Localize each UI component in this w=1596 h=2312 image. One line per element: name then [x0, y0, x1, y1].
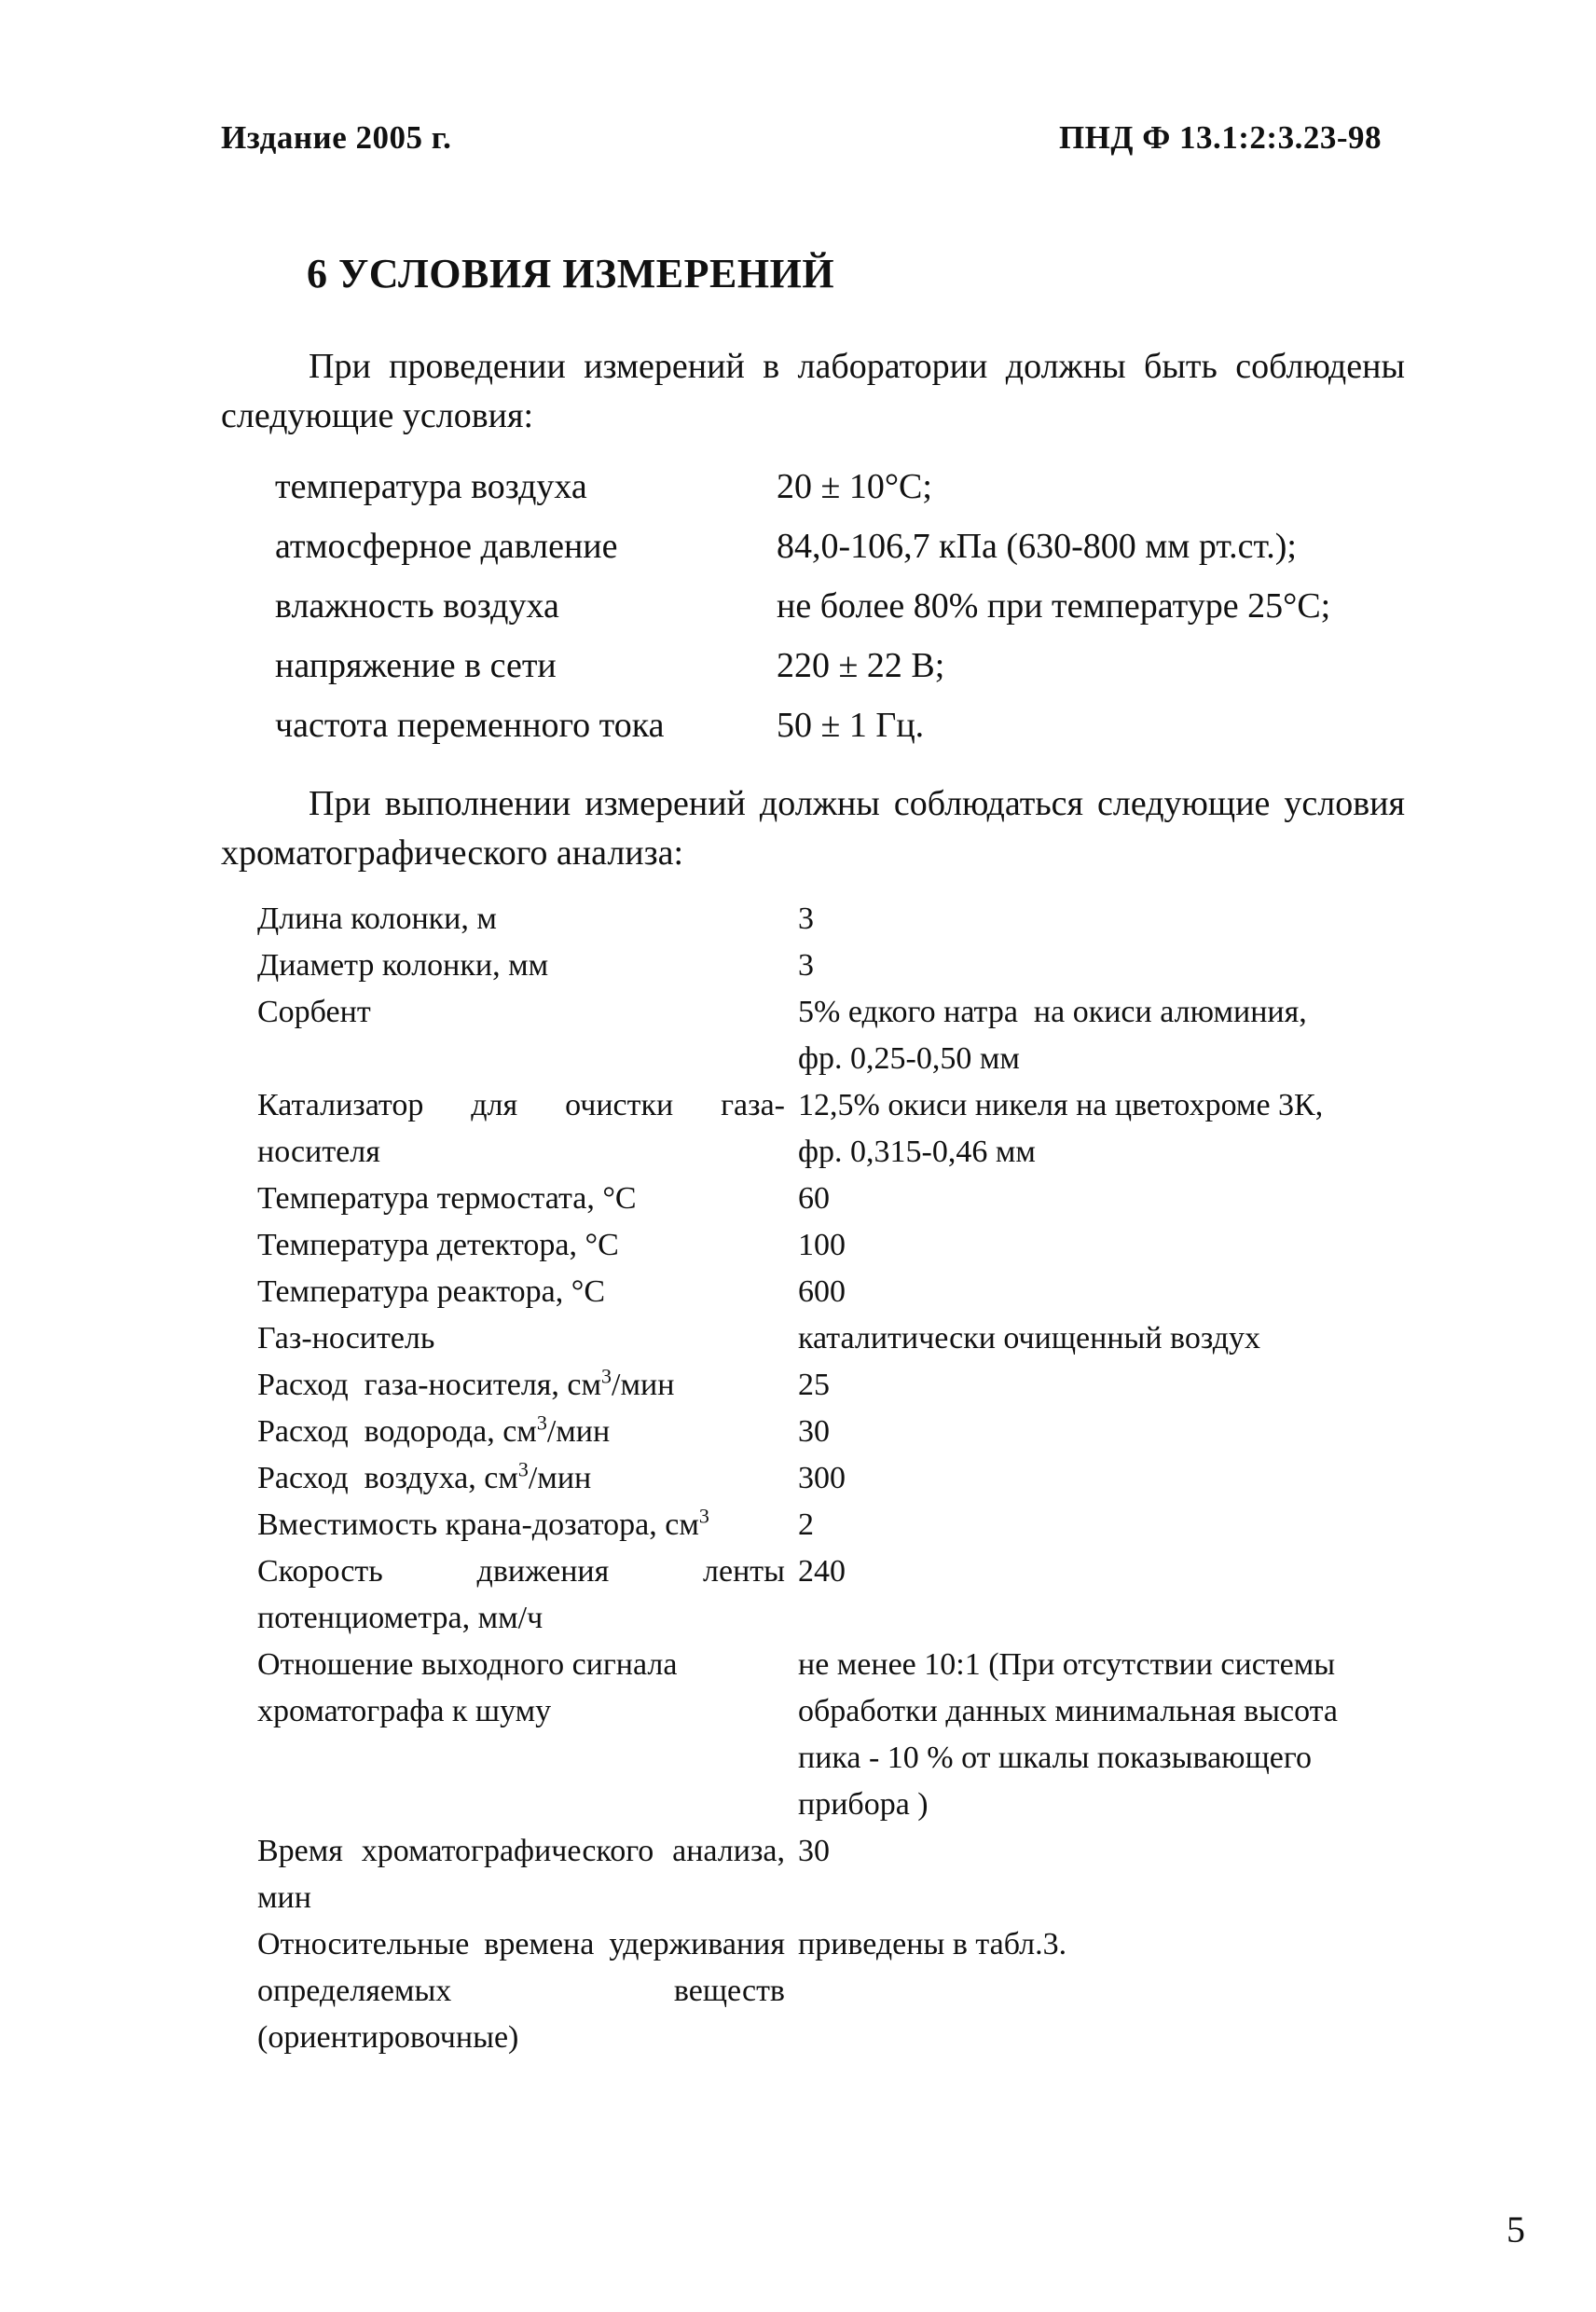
param-row	[257, 943, 1395, 989]
condition-label: влажность воздуха	[275, 586, 559, 626]
unit-text: /мин	[528, 1461, 592, 1495]
air-flow-label-text: Расход воздуха, см	[257, 1461, 518, 1495]
dosing-valve-label-text: Вместимость крана-дозатора, см	[257, 1507, 699, 1542]
param-value: 60	[798, 1181, 830, 1216]
param-row	[257, 1548, 1395, 1642]
param-label	[257, 1455, 798, 1502]
section-title: 6 УСЛОВИЯ ИЗМЕРЕНИЙ	[307, 251, 835, 296]
param-value: 2	[798, 1507, 814, 1542]
param-label: Время хроматографического анализа, мин	[257, 1834, 785, 1915]
param-row	[257, 1455, 1395, 1502]
catalyst-value-line: 12,5% окиси никеля на цветохроме 3К,	[798, 1088, 1324, 1122]
param-label: Скорость движения ленты потенциометра, мм/ч	[257, 1554, 785, 1635]
condition-value: не более 80% при температуре 25°С;	[777, 586, 1331, 626]
param-label: Температура детектора, °С	[257, 1228, 619, 1262]
condition-value: 220 ± 22 В;	[777, 646, 945, 685]
document-code-header: ПНД Ф 13.1:2:3.23-98	[1058, 119, 1382, 156]
chromatography-conditions-table	[257, 896, 1395, 2061]
param-value	[798, 989, 1395, 1082]
param-row	[257, 1642, 1395, 1828]
param-label	[257, 1409, 798, 1455]
unit-text: /мин	[612, 1368, 675, 1402]
param-value: приведены в табл.3.	[798, 1927, 1067, 1961]
param-label: Температура реактора, °С	[257, 1274, 606, 1309]
param-label	[257, 1362, 798, 1409]
condition-value: 84,0-106,7 кПа (630-800 мм рт.ст.);	[777, 527, 1297, 566]
param-label	[257, 1502, 798, 1548]
param-label: Газ-носитель	[257, 1321, 435, 1356]
param-value: 3	[798, 948, 814, 983]
catalyst-fraction-line: фр. 0,315-0,46 мм	[798, 1135, 1036, 1169]
intro-paragraph-chromatography: При выполнении измерений должны соблюдаться следующие условия хроматографического анализа:	[221, 784, 1405, 873]
param-value: не менее 10:1 (При отсутствии системы обработки данных минимальная высота пика - 10 % от шкалы показывающего прибора )	[798, 1647, 1339, 1822]
unit-text: /мин	[546, 1414, 611, 1449]
superscript-3: 3	[698, 1504, 709, 1528]
param-row	[257, 1315, 1395, 1362]
param-row	[257, 1222, 1395, 1269]
param-label: Температура термостата, °С	[257, 1181, 637, 1216]
superscript-3: 3	[536, 1411, 547, 1435]
page-number: 5	[1507, 2209, 1525, 2250]
edition-header: Издание 2005 г.	[221, 119, 452, 156]
param-value: 100	[798, 1228, 846, 1262]
lab-conditions-table	[275, 466, 1448, 764]
param-row	[257, 896, 1395, 943]
param-row	[257, 1828, 1395, 1921]
param-row	[257, 1082, 1395, 1176]
condition-row	[275, 585, 1448, 645]
hydrogen-flow-label-text: Расход водорода, см	[257, 1414, 537, 1449]
param-row	[257, 1409, 1395, 1455]
condition-label: атмосферное давление	[275, 527, 618, 566]
param-row	[257, 1502, 1395, 1548]
condition-row	[275, 645, 1448, 705]
param-row	[257, 1269, 1395, 1315]
intro-paragraph-lab-conditions: При проведении измерений в лаборатории должны быть соблюдены следующие условия:	[221, 347, 1405, 435]
condition-label: частота переменного тока	[275, 706, 665, 745]
superscript-3: 3	[601, 1364, 612, 1388]
param-row	[257, 989, 1395, 1082]
param-value: 300	[798, 1461, 846, 1495]
sorbent-fraction-line: фр. 0,25-0,50 мм	[798, 1041, 1020, 1076]
param-value: каталитически очищенный воздух	[798, 1321, 1260, 1356]
condition-label: напряжение в сети	[275, 646, 557, 685]
param-label: Катализатор для очистки газа-носителя	[257, 1088, 785, 1169]
condition-row	[275, 466, 1448, 526]
condition-row	[275, 705, 1448, 764]
param-label: Отношение выходного сигнала хроматографа к шуму	[257, 1647, 678, 1728]
param-value: 30	[798, 1414, 830, 1449]
param-label: Сорбент	[257, 995, 371, 1029]
param-value	[798, 1082, 1395, 1176]
condition-label: температура воздуха	[275, 467, 587, 506]
condition-value: 50 ± 1 Гц.	[777, 706, 925, 745]
param-value: 25	[798, 1368, 830, 1402]
sorbent-value-line: 5% едкого натра на окиси алюминия,	[798, 995, 1307, 1029]
param-row	[257, 1921, 1395, 2061]
superscript-3: 3	[517, 1457, 529, 1481]
param-value: 600	[798, 1274, 846, 1309]
param-label: Относительные времена удерживания определяемых веществ (ориентировочные)	[257, 1927, 785, 2055]
condition-row	[275, 526, 1448, 585]
param-row	[257, 1362, 1395, 1409]
param-row	[257, 1176, 1395, 1222]
param-value: 240	[798, 1554, 846, 1589]
param-value: 3	[798, 901, 814, 936]
param-value: 30	[798, 1834, 830, 1868]
carrier-flow-label-text: Расход газа-носителя, см	[257, 1368, 602, 1402]
param-label: Диаметр колонки, мм	[257, 948, 549, 983]
condition-value: 20 ± 10°С;	[777, 467, 932, 506]
param-label: Длина колонки, м	[257, 901, 497, 936]
